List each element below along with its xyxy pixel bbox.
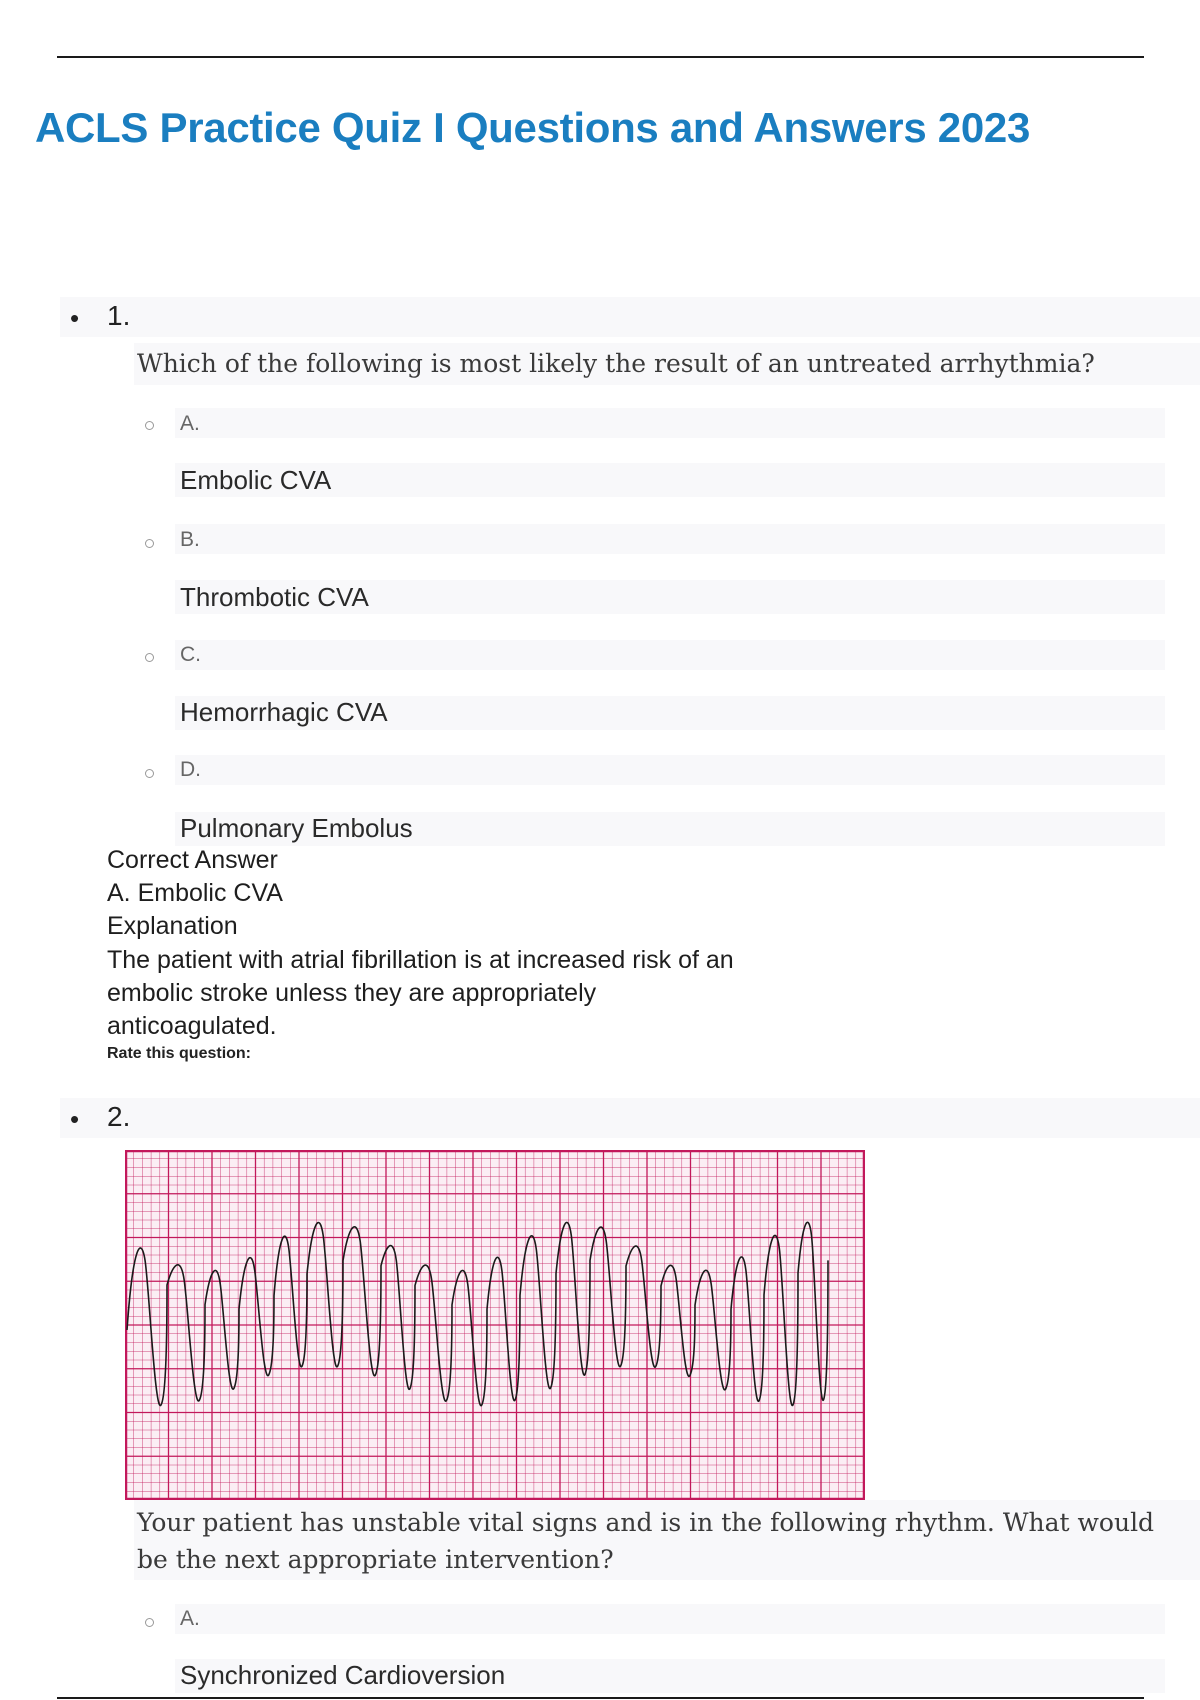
correct-answer-label: Correct Answer (107, 846, 278, 874)
option-a-letter-band (175, 408, 1165, 438)
question-2-band (60, 1098, 1200, 1138)
rate-question-label: Rate this question: (107, 1045, 252, 1062)
radio-circle-icon[interactable] (145, 653, 154, 662)
option-b-letter-band (175, 524, 1165, 554)
option-d-letter: D. (180, 758, 201, 781)
radio-circle-icon[interactable] (145, 539, 154, 548)
option-d-text[interactable]: Pulmonary Embolus (180, 813, 413, 843)
explanation-label: Explanation (107, 912, 238, 940)
ecg-grid (125, 1150, 865, 1500)
question-1-band (60, 297, 1200, 337)
q2-option-a-letter: A. (180, 1607, 200, 1630)
radio-circle-icon[interactable] (145, 421, 154, 430)
option-c-letter-band (175, 640, 1165, 670)
option-a-letter: A. (180, 412, 200, 435)
option-a-text[interactable]: Embolic CVA (180, 465, 332, 495)
question-1-bullet: • (70, 303, 80, 333)
question-2-bullet: • (70, 1104, 80, 1134)
q2-option-a-letter-band (175, 1604, 1165, 1634)
question-2-text: Your patient has unstable vital signs and is in the following rhythm. What would be the next appropriate intervention? (137, 1508, 1155, 1574)
option-c-letter: C. (180, 643, 201, 666)
page-title: ACLS Practice Quiz I Questions and Answers 2023 (35, 104, 1031, 151)
question-1-number: 1. (107, 300, 131, 331)
explanation-text: The patient with atrial fibrillation is at increased risk of an embolic stroke unless they are appropriately anticoagulated. (107, 946, 734, 1040)
correct-answer-value: A. Embolic CVA (107, 879, 283, 907)
radio-circle-icon[interactable] (145, 1618, 154, 1627)
option-d-letter-band (175, 755, 1165, 785)
option-b-letter: B. (180, 528, 200, 551)
radio-circle-icon[interactable] (145, 769, 154, 778)
option-c-text[interactable]: Hemorrhagic CVA (180, 697, 388, 727)
q2-option-a-text[interactable]: Synchronized Cardioversion (180, 1660, 506, 1690)
question-1-text: Which of the following is most likely the result of an untreated arrhythmia? (137, 349, 1095, 378)
question-2-number: 2. (107, 1101, 131, 1132)
bottom-rule (57, 1697, 1144, 1699)
top-rule (57, 56, 1144, 58)
ecg-rhythm-strip-image (125, 1150, 865, 1500)
option-b-text[interactable]: Thrombotic CVA (180, 582, 369, 612)
